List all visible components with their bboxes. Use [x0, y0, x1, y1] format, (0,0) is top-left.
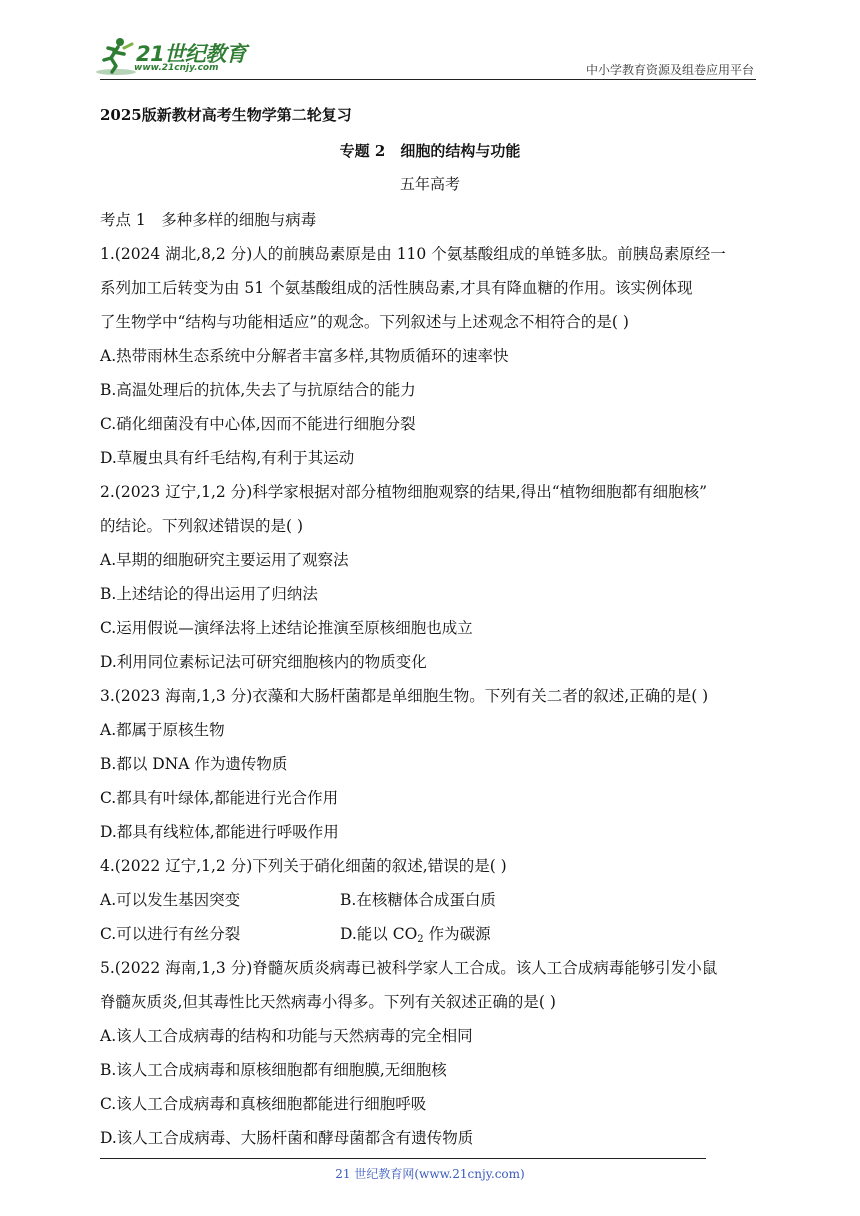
option-c: C.硝化细菌没有中心体,因而不能进行细胞分裂 — [100, 415, 416, 433]
option-b: B.在核糖体合成蛋白质 — [340, 891, 496, 909]
option-a: A.可以发生基因突变 — [100, 891, 241, 909]
option-d — [340, 917, 491, 951]
option-d: D.该人工合成病毒、大肠杆菌和酵母菌都含有遗传物质 — [100, 1129, 474, 1147]
option-c: C.该人工合成病毒和真核细胞都能进行细胞呼吸 — [100, 1095, 427, 1113]
question-stem-line: 的结论。下列叙述错误的是( ) — [100, 517, 304, 535]
option-c: C.可以进行有丝分裂 — [100, 925, 241, 943]
option-d: D.草履虫具有纤毛结构,有利于其运动 — [100, 449, 355, 467]
logo-brand-text: 21世纪教育 — [136, 42, 247, 66]
header-divider — [100, 79, 756, 80]
question-stem-line: 2.(2023 辽宁,1,2 分)科学家根据对部分植物细胞观察的结果,得出“植物细胞都有细胞核” — [100, 483, 708, 501]
question-list — [100, 203, 760, 1155]
question-5 — [100, 951, 760, 1155]
option-c: C.都具有叶绿体,都能进行光合作用 — [100, 789, 339, 807]
option-d: D.利用同位素标记法可研究细胞核内的物质变化 — [100, 653, 427, 671]
platform-label: 中小学教育资源及组卷应用平台 — [585, 63, 754, 77]
option-d: D.都具有线粒体,都能进行呼吸作用 — [100, 823, 339, 841]
option-b: B.高温处理后的抗体,失去了与抗原结合的能力 — [100, 381, 416, 399]
question-2 — [100, 475, 760, 679]
option-a: A.该人工合成病毒的结构和功能与天然病毒的完全相同 — [100, 1027, 473, 1045]
option-row — [100, 883, 760, 917]
option-c: C.运用假说—演绎法将上述结论推演至原核细胞也成立 — [100, 619, 473, 637]
kaodian-heading: 考点 1 多种多样的细胞与病毒 — [100, 211, 317, 229]
question-stem-line: 5.(2022 海南,1,3 分)脊髓灰质炎病毒已被科学家人工合成。该人工合成病毒能够引发小鼠 — [100, 959, 718, 977]
question-1 — [100, 237, 760, 475]
question-3 — [100, 679, 760, 849]
option-row — [100, 917, 760, 951]
footer-link[interactable]: 21 世纪教育网(www.21cnjy.com) — [335, 1167, 525, 1181]
topic-title: 专题 2 细胞的结构与功能 — [339, 142, 521, 160]
option-a: A.早期的细胞研究主要运用了观察法 — [100, 551, 349, 569]
question-stem-line: 系列加工后转变为由 51 个氨基酸组成的活性胰岛素,才具有降血糖的作用。该实例体现 — [100, 279, 693, 297]
question-stem-line: 1.(2024 湖北,8,2 分)人的前胰岛素原是由 110 个氨基酸组成的单链多肽。前胰岛素原经一 — [100, 245, 726, 263]
footer-divider — [100, 1158, 706, 1159]
site-logo[interactable] — [94, 36, 264, 80]
option-b: B.都以 DNA 作为遗传物质 — [100, 755, 288, 773]
option-d-subscript: 2 — [417, 934, 424, 945]
option-a: A.都属于原核生物 — [100, 721, 225, 739]
question-4 — [100, 849, 760, 951]
document-title: 2025版新教材高考生物学第二轮复习 — [100, 106, 352, 124]
question-stem-line: 脊髓灰质炎,但其毒性比天然病毒小得多。下列有关叙述正确的是( ) — [100, 993, 556, 1011]
option-d-prefix: D.能以 CO — [340, 925, 418, 943]
option-b: B.该人工合成病毒和原核细胞都有细胞膜,无细胞核 — [100, 1061, 447, 1079]
section-title: 五年高考 — [399, 175, 460, 193]
option-a: A.热带雨林生态系统中分解者丰富多样,其物质循环的速率快 — [100, 347, 509, 365]
logo-url-text: www.21cnjy.com — [134, 63, 219, 73]
question-stem-line: 4.(2022 辽宁,1,2 分)下列关于硝化细菌的叙述,错误的是( ) — [100, 857, 507, 875]
option-d-suffix: 作为碳源 — [423, 925, 491, 943]
question-stem-line: 了生物学中“结构与功能相适应”的观念。下列叙述与上述观念不相符合的是( ) — [100, 313, 629, 331]
question-stem-line: 3.(2023 海南,1,3 分)衣藻和大肠杆菌都是单细胞生物。下列有关二者的叙述,正确的是( ) — [100, 687, 709, 705]
option-b: B.上述结论的得出运用了归纳法 — [100, 585, 318, 603]
